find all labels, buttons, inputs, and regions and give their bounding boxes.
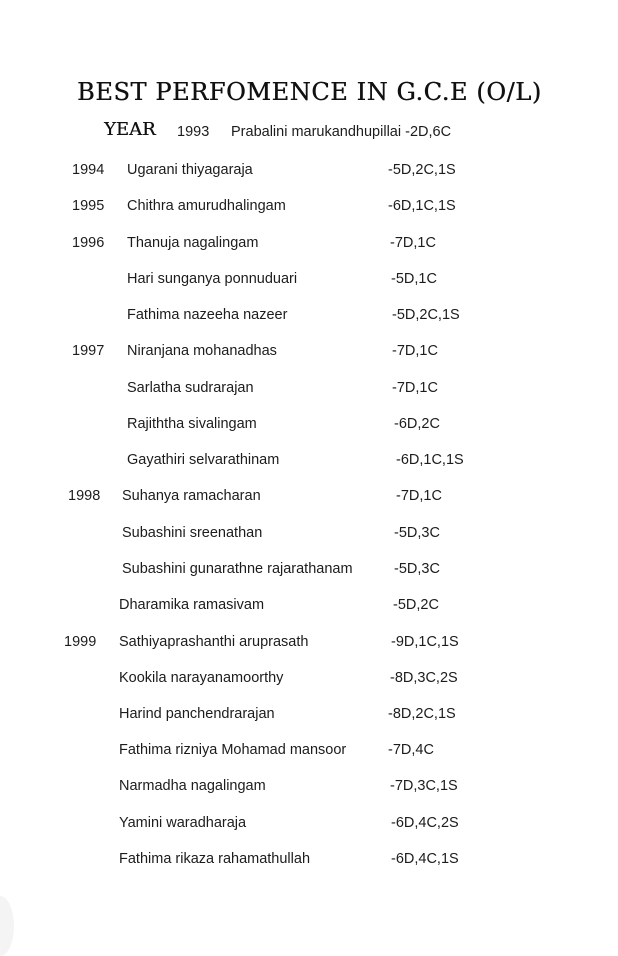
row-year: 1998	[68, 488, 101, 504]
row-name: Subashini gunarathne rajarathanam	[122, 561, 353, 577]
row-grade: -6D,4C,2S	[391, 815, 459, 831]
row-grade: -7D,4C	[388, 742, 434, 758]
row-grade: -7D,1C	[392, 343, 438, 359]
page-title: BEST PERFOMENCE IN G.C.E (O/L)	[77, 78, 542, 106]
row-name: Rajiththa sivalingam	[127, 416, 257, 432]
row-name: Niranjana mohanadhas	[127, 343, 277, 359]
row-grade: -5D,3C	[394, 561, 440, 577]
row-grade: -5D,2C,1S	[392, 307, 460, 323]
row-name: Gayathiri selvarathinam	[127, 452, 280, 468]
row-year: 1997	[72, 343, 105, 359]
row-year: 1995	[72, 198, 105, 214]
row-name: Dharamika ramasivam	[119, 597, 265, 613]
row-grade: -5D,1C	[391, 271, 437, 287]
row-name: Harind panchendrarajan	[119, 706, 275, 722]
row-grade: -5D,3C	[394, 525, 440, 541]
row-grade: -6D,4C,1S	[391, 851, 459, 867]
year-column-label: YEAR	[104, 119, 156, 140]
row-year: 1994	[72, 162, 105, 178]
row-name: Sarlatha sudrarajan	[127, 380, 254, 396]
first-row-name: Prabalini marukandhupillai -2D,6C	[231, 124, 452, 140]
row-grade: -6D,1C,1S	[396, 452, 464, 468]
row-grade: -6D,1C,1S	[388, 198, 456, 214]
row-name: Chithra amurudhalingam	[127, 198, 286, 214]
row-name: Ugarani thiyagaraja	[127, 162, 253, 178]
row-grade: -9D,1C,1S	[391, 634, 459, 650]
first-row-year: 1993	[177, 124, 210, 140]
row-name: Narmadha nagalingam	[119, 778, 266, 794]
page-corner-mark	[0, 896, 14, 956]
row-name: Fathima rizniya Mohamad mansoor	[119, 742, 347, 758]
row-grade: -8D,2C,1S	[388, 706, 456, 722]
row-grade: -8D,3C,2S	[390, 670, 458, 686]
row-grade: -7D,1C	[390, 235, 436, 251]
row-grade: -5D,2C	[393, 597, 439, 613]
row-name: Subashini sreenathan	[122, 525, 263, 541]
row-name: Suhanya ramacharan	[122, 488, 261, 504]
row-name: Thanuja nagalingam	[127, 235, 259, 251]
row-grade: -7D,3C,1S	[390, 778, 458, 794]
row-grade: -5D,2C,1S	[388, 162, 456, 178]
row-name: Hari sunganya ponnuduari	[127, 271, 298, 287]
row-grade: -7D,1C	[392, 380, 438, 396]
row-year: 1999	[64, 634, 97, 650]
row-name: Sathiyaprashanthi aruprasath	[119, 634, 309, 650]
row-grade: -7D,1C	[396, 488, 442, 504]
row-name: Yamini waradharaja	[119, 815, 247, 831]
row-year: 1996	[72, 235, 105, 251]
row-name: Kookila narayanamoorthy	[119, 670, 284, 686]
row-name: Fathima nazeeha nazeer	[127, 307, 288, 323]
row-grade: -6D,2C	[394, 416, 440, 432]
row-name: Fathima rikaza rahamathullah	[119, 851, 311, 867]
